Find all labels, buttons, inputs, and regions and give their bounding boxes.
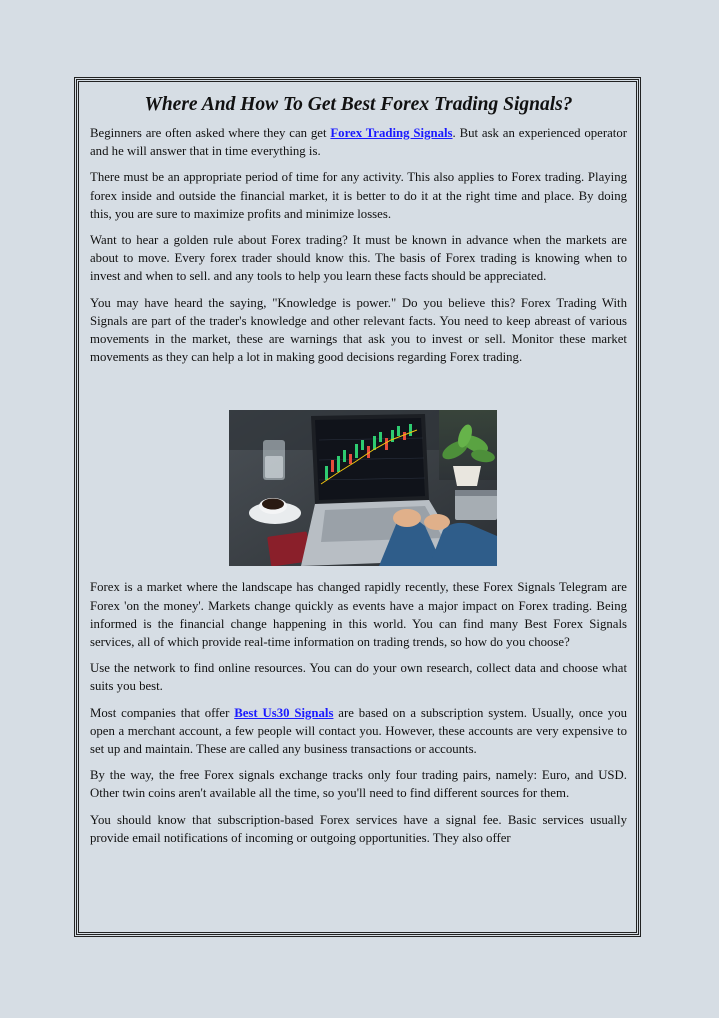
paragraph-1-text-a: Beginners are often asked where they can get xyxy=(90,126,331,140)
paragraph-2: There must be an appropriate period of time for any activity. This also applies to Forex trading. Playing forex inside and outside the financial market, it is better to do it at the right time and place. By doing this, you are sure to maximize profits and minimize losses. xyxy=(90,170,627,221)
best-us30-signals-link[interactable]: Best Us30 Signals xyxy=(234,705,334,720)
page-content xyxy=(78,81,637,933)
paragraph-3: Want to hear a golden rule about Forex trading? It must be known in advance when the markets are about to move. Every forex trader should know this. The basis of Forex trading is knowing when to invest and when to sell. and any tools to help you learn these facts should be appreciated. xyxy=(90,233,627,284)
paragraph-1 xyxy=(90,124,627,160)
paragraph-4: You may have heard the saying, "Knowledge is power." Do you believe this? Forex Trading With Signals are part of the trader's knowledge and other relevant facts. You need to keep abreast of various movements in the market, these are warnings that ask you to invest or sell. Monitor these market movements as they can help a lot in making good decisions regarding Forex trading. xyxy=(90,295,627,365)
paragraph-8: By the way, the free Forex signals exchange tracks only four trading pairs, namely: Euro, and USD. Other twin coins aren't available all the time, so you'll need to find different sources for them. xyxy=(90,768,627,801)
page-frame xyxy=(74,77,641,937)
paragraph-1-text-b: . But ask an experienced operator and he will answer that in time everything is. xyxy=(90,126,628,159)
paragraph-7-text-a: Most companies that offer xyxy=(90,705,235,720)
document-title: Where And How To Get Best Forex Trading Signals? xyxy=(144,94,573,115)
forex-trading-signals-link[interactable]: Forex Trading Signals xyxy=(330,126,453,140)
paragraph-9: You should know that subscription-based Forex services have a signal fee. Basic services usually provide email notifications of incoming or outgoing opportunities. They also offer xyxy=(90,812,627,845)
trading-laptop-photo xyxy=(229,410,497,566)
paragraph-7-text-b: are based on a subscription system. Usually, once you open a merchant account, a few people will contact you. However, these accounts are very expensive to set up and maintain. These are called any business transactions or accounts. xyxy=(90,705,627,757)
paragraph-6: Use the network to find online resources. You can do your own research, collect data and choose what suits you best. xyxy=(90,661,627,694)
paragraph-5: Forex is a market where the landscape has changed rapidly recently, these Forex Signals Telegram are Forex 'on the money'. Markets change quickly as events have a major impact on Forex trading. Being informed is the financial change happening in this world. You can find many Best Forex Signals services, all of which provide real-time information on trading trends, so how do you choose? xyxy=(90,580,627,650)
image-container xyxy=(90,374,627,578)
paragraph-7 xyxy=(90,704,627,759)
